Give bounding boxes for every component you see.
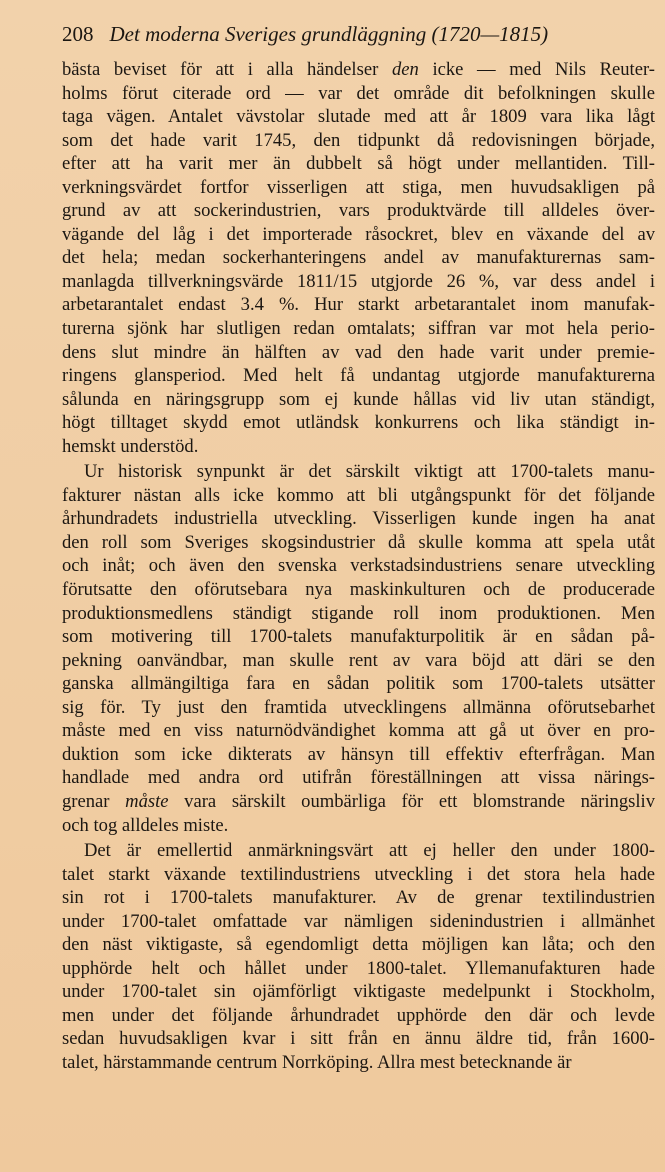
text-line: Det är emellertid anmärkningsvärt att ej heller den under 1800- (84, 840, 655, 862)
paragraph (62, 460, 655, 837)
text-line: vägande del låg i det importerade råsockret, blev en växande del av (62, 223, 655, 245)
text-line: manlagda tillverkningsvärde 1811/15 utgjorde 26 %, var dess andel i (62, 270, 655, 292)
text-line: den roll som Sveriges skogsindustrier då skulle komma att spela utåt (62, 531, 655, 553)
text-line: holms förut citerade ord — var det område dit befolkningen skulle (62, 82, 655, 104)
text-line: hemskt understöd. (62, 435, 199, 457)
page-header (62, 22, 655, 56)
text-line: som motivering till 1700-talets manufakturpolitik är en sådan på- (62, 626, 655, 648)
text-line: förutsatte den oförutsebara nya maskinkulturen och de producerade (62, 579, 655, 601)
text-line: talet, härstammande centrum Norrköping. Allra mest betecknande är (62, 1051, 572, 1073)
body-text (62, 58, 655, 1075)
text-line: produktionsmedlens ständigt stigande roll inom produktionen. Men (62, 602, 655, 624)
text-line: högt tilltaget skydd emot utländsk konkurrens och lika ständigt in- (62, 412, 655, 434)
text-line: talet starkt växande textilindustriens utveckling i det stora hela hade (62, 863, 655, 885)
text-line: ringens glansperiod. Med helt få undantag utgjorde manufakturerna (62, 365, 655, 387)
text-line: men under det följande århundradet upphörde den där och levde (62, 1004, 655, 1026)
text-line: bästa beviset för att i alla händelser den icke — med Nils Reuter- (62, 59, 655, 80)
page-number: 208 (62, 22, 94, 46)
text-line: måste med en viss naturnödvändighet komma att gå ut över en pro- (62, 720, 655, 742)
text-line: under 1700-talet sin ojämförligt viktigaste medelpunkt i Stockholm, (62, 981, 655, 1003)
text-line: taga vägen. Antalet vävstolar slutade med att år 1809 vara lika lågt (62, 106, 655, 128)
text-line: pekning oanvändbar, man skulle rent av vara böjd att däri se den (62, 649, 655, 671)
text-line: och tog alldeles miste. (62, 814, 229, 836)
text-line: sålunda en näringsgrupp som ej kunde hållas vid liv utan ständigt, (62, 388, 655, 410)
text-line: ganska allmängiltiga fara en sådan politik som 1700-talets utsätter (62, 673, 655, 695)
text-line: det hela; medan sockerhanteringens andel av manufakturernas sam- (62, 247, 655, 269)
text-line: som det hade varit 1745, den tidpunkt då redovisningen började, (62, 129, 655, 151)
text-line: efter att ha varit mer än dubbelt så högt under mellantiden. Till- (62, 153, 655, 175)
text-line: Ur historisk synpunkt är det särskilt viktigt att 1700-talets manu- (84, 461, 655, 483)
text-line: duktion som icke dikterats av hänsyn till effektiv efterfrågan. Man (62, 743, 655, 765)
text-line: turerna sjönk har slutligen redan omtalats; siffran var mot hela perio- (62, 318, 655, 340)
text-line: århundradets industriella utveckling. Visserligen kunde ingen ha anat (62, 508, 655, 530)
text-line: grund av att sockerindustrien, vars produktvärde till alldeles över- (62, 200, 655, 222)
text-line: den näst viktigaste, så egendomligt detta möjligen kan låta; och den (62, 934, 655, 956)
text-line: sig för. Ty just den framtida utvecklingens allmänna oförutsebarhet (62, 696, 655, 718)
text-line: och inåt; och även den svenska verkstadsindustriens senare utveckling (62, 555, 655, 577)
text-line: under 1700-talet omfattade var nämligen sidenindustrien i allmänhet (62, 910, 655, 932)
text-line: sin rot i 1700-talets manufakturer. Av de grenar textilindustrien (62, 887, 655, 909)
paragraph (62, 839, 655, 1074)
text-line: sedan huvudsakligen kvar i sitt från en ännu äldre tid, från 1600- (62, 1028, 655, 1050)
text-line: handlade med andra ord utifrån föreställningen att vissa närings- (62, 767, 655, 789)
text-line: verkningsvärdet fortfor visserligen att stiga, men huvudsakligen på (62, 176, 655, 198)
running-title: Det moderna Sveriges grundläggning (1720—1815) (109, 22, 549, 46)
text-line: grenar måste vara särskilt oumbärliga för ett blomstrande näringsliv (62, 790, 655, 812)
paragraph (62, 58, 655, 458)
text-line: arbetarantalet endast 3.4 %. Hur starkt arbetarantalet inom manufak- (62, 294, 655, 316)
text-line: dens slut mindre än hälften av vad den hade varit under premie- (62, 341, 655, 363)
text-line: fakturer nästan alls icke kommo att bli utgångspunkt för det följande (62, 484, 655, 506)
text-line: upphörde helt och hållet under 1800-talet. Yllemanufakturen hade (62, 957, 655, 979)
